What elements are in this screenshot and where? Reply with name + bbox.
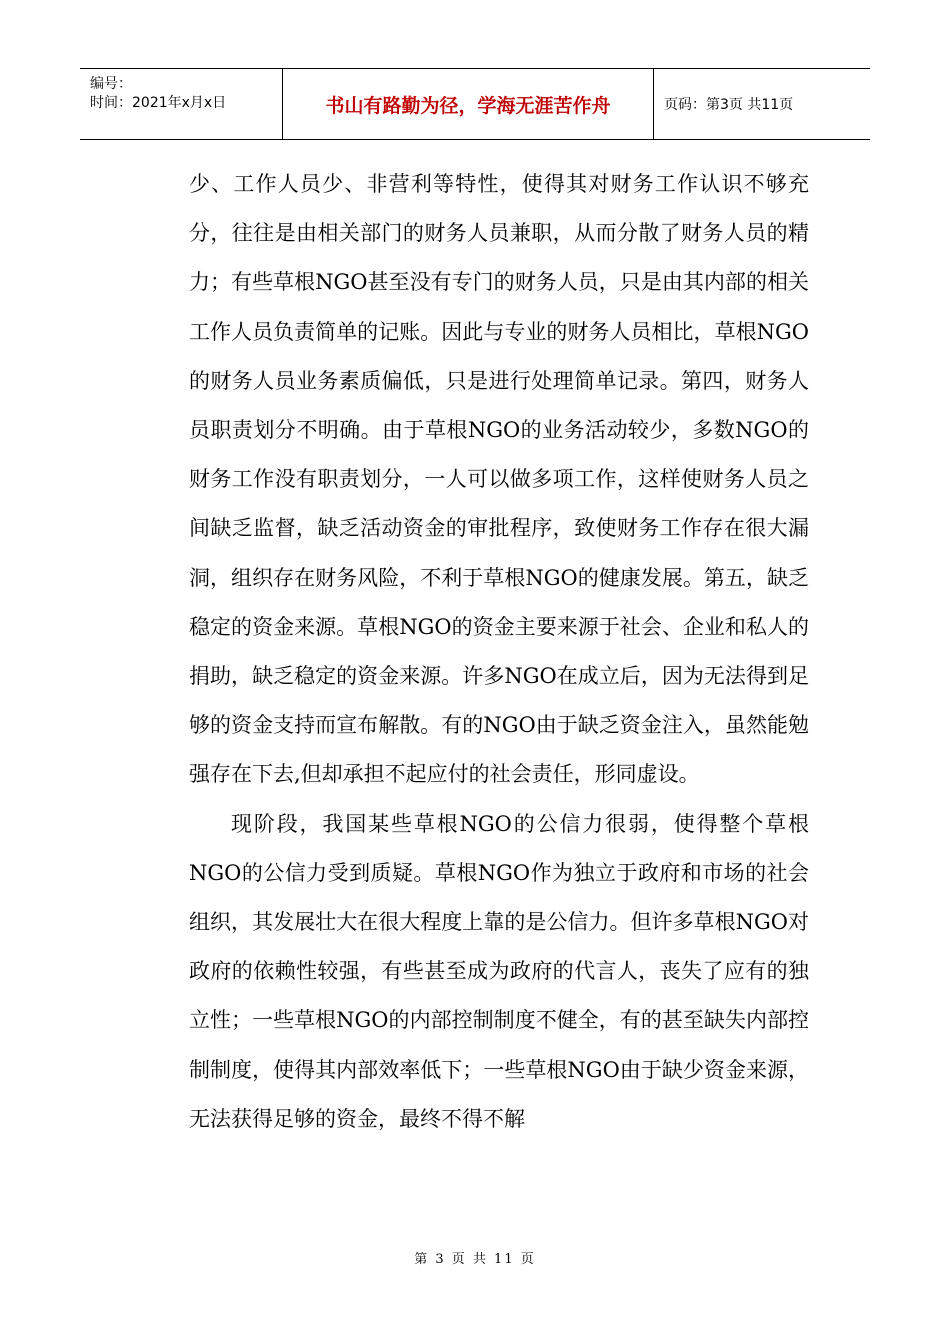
page-header bbox=[80, 68, 870, 140]
page-footer: 第 3 页 共 11 页 bbox=[414, 1252, 536, 1267]
paragraph: 现阶段，我国某些草根NGO的公信力很弱，使得整个草根NGO的公信力受到质疑。草根NGO作为独立于政府和市场的社会组织，其发展壮大在很大程度上靠的是公信力。但许多草根NGO对政府的依赖性较强，有些甚至成为政府的代言人，丧失了应有的独立性；一些草根NGO的内部控制制度不健全，有的甚至缺失内部控制制度，使得其内部效率低下；一些草根NGO由于缺少资金来源，无法获得足够的资金，最终不得不解 bbox=[189, 811, 809, 1131]
doc-number-label: 编号： bbox=[90, 76, 132, 92]
doc-time-label: 时间：2021年x月x日 bbox=[90, 95, 227, 111]
header-motto: 书山有路勤为径，学海无涯苦作舟 bbox=[283, 69, 654, 139]
paragraph-continued: 少、工作人员少、非营利等特性，使得其对财务工作认识不够充分，往往是由相关部门的财务人员兼职，从而分散了财务人员的精力；有些草根NGO甚至没有专门的财务人员，只是由其内部的相关工作人员负责简单的记账。因此与专业的财务人员相比，草根NGO的财务人员业务素质偏低，只是进行处理简单记录。第四，财务人员职责划分不明确。由于草根NGO的业务活动较少，多数NGO的财务工作没有职责划分，一人可以做多项工作，这样使财务人员之间缺乏监督，缺乏活动资金的审批程序，致使财务工作存在很大漏洞，组织存在财务风险，不利于草根NGO的健康发展。第五，缺乏稳定的资金来源。草根NGO的资金主要来源于社会、企业和私人的捐助，缺乏稳定的资金来源。许多NGO在成立后，因为无法得到足够的资金支持而宣布解散。有的NGO由于缺乏资金注入，虽然能勉强存在下去,但却承担不起应付的社会责任，形同虚设。 bbox=[189, 172, 809, 787]
document-body bbox=[189, 160, 809, 1144]
header-page-info: 页码：第3页 共11页 bbox=[664, 97, 794, 113]
header-meta bbox=[80, 69, 283, 139]
